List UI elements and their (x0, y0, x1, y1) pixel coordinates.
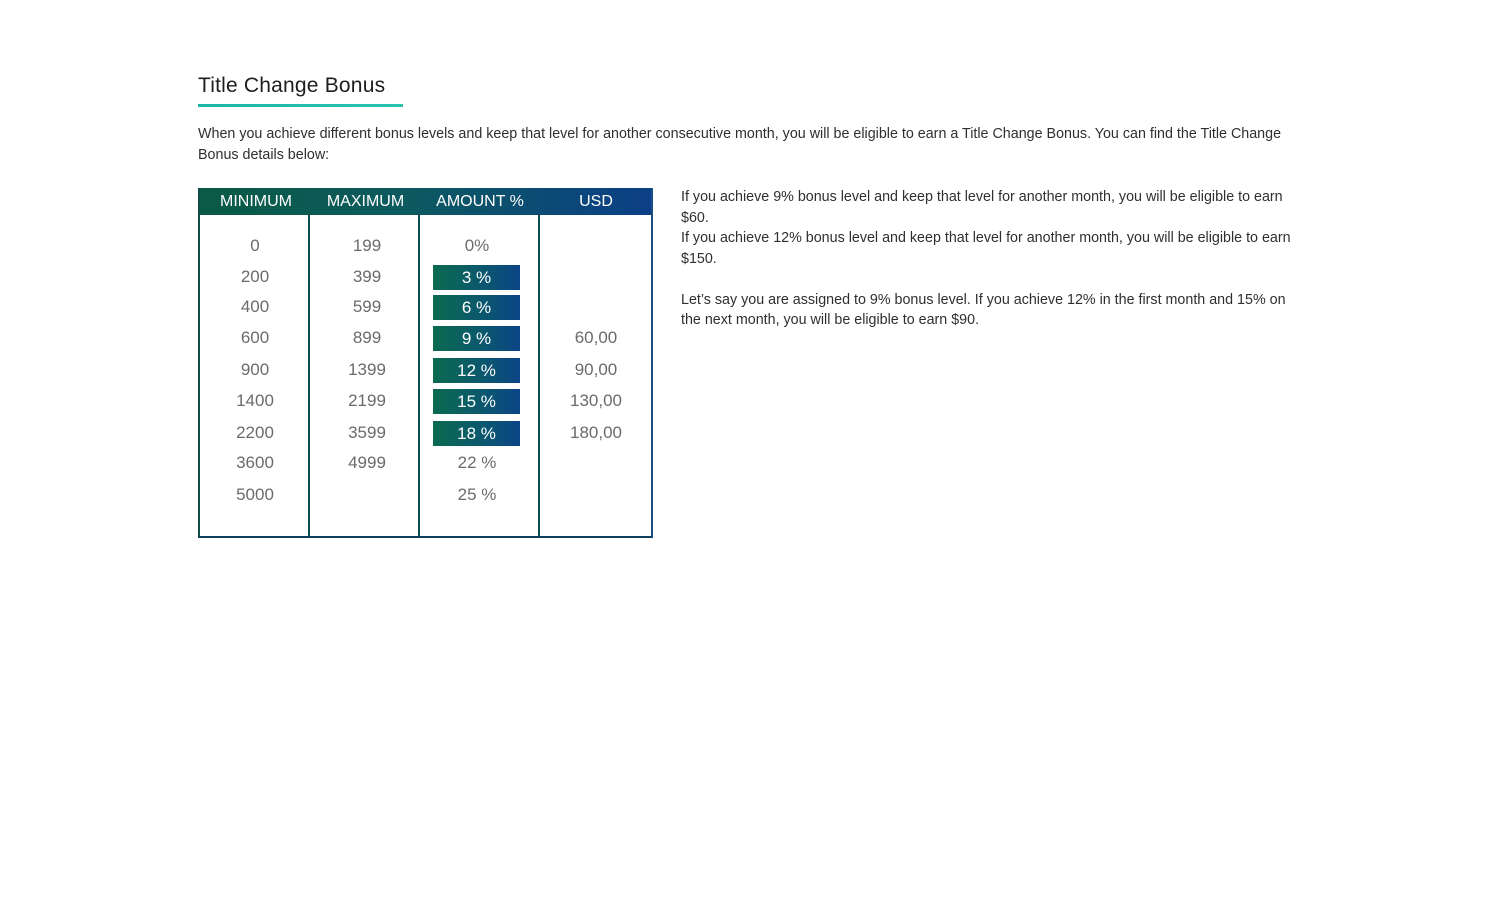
amount-badge: 15 % (433, 389, 520, 414)
amount-badge: 12 % (433, 358, 520, 383)
page-title: Title Change Bonus (198, 74, 386, 97)
cell-minimum: 600 (240, 328, 270, 347)
cell-minimum: 5000 (236, 485, 274, 504)
cell-maximum: 2199 (348, 391, 386, 410)
cell-amount: 25 % (457, 485, 497, 504)
explanation-line: If you achieve 12% bonus level and keep that level for another month, you will be eligible to earn $150. (681, 230, 1291, 267)
cell-usd (540, 450, 652, 476)
cell-usd: 130,00 (570, 391, 622, 410)
cell-maximum: 399 (352, 267, 382, 286)
cell-usd: 180,00 (570, 423, 622, 442)
cell-amount: 22 % (457, 453, 497, 472)
cell-minimum: 400 (240, 297, 270, 316)
cell-maximum: 4999 (348, 453, 386, 472)
cell-maximum: 199 (352, 236, 382, 255)
header-usd: USD (579, 193, 613, 210)
cell-minimum: 1400 (236, 391, 274, 410)
header-minimum: MINIMUM (220, 193, 292, 210)
cell-usd (540, 233, 652, 259)
cell-maximum (312, 482, 422, 508)
amount-badge: 9 % (433, 326, 520, 351)
amount-badge: 18 % (433, 421, 520, 446)
cell-usd (540, 294, 652, 320)
cell-maximum: 1399 (348, 360, 386, 379)
amount-badge: 3 % (433, 265, 520, 290)
example-paragraph: Let’s say you are assigned to 9% bonus level. If you achieve 12% in the first month and 15% on the next month, you will be eligible to earn $90. (681, 291, 1286, 328)
bonus-table (198, 188, 653, 538)
cell-minimum: 2200 (236, 423, 274, 442)
cell-amount: 0% (464, 236, 490, 255)
cell-usd (540, 482, 652, 508)
cell-minimum: 900 (240, 360, 270, 379)
cell-minimum: 0 (250, 236, 260, 255)
cell-usd (540, 264, 652, 290)
cell-maximum: 899 (352, 328, 382, 347)
amount-badge: 6 % (433, 295, 520, 320)
cell-usd: 90,00 (574, 360, 618, 379)
cell-maximum: 599 (352, 297, 382, 316)
explanation-line: If you achieve 9% bonus level and keep that level for another month, you will be eligible to earn $60. (681, 189, 1283, 226)
cell-minimum: 3600 (236, 453, 274, 472)
cell-usd: 60,00 (574, 328, 618, 347)
bonus-explanation (681, 187, 1306, 331)
intro-paragraph: When you achieve different bonus levels and keep that level for another consecutive month, you will be eligible to earn a Title Change Bonus. You can find the Title Change Bonus details below: (198, 126, 1282, 163)
title-underline (198, 104, 403, 107)
cell-maximum: 3599 (348, 423, 386, 442)
header-amount: AMOUNT % (436, 193, 524, 210)
cell-minimum: 200 (240, 267, 270, 286)
header-maximum: MAXIMUM (326, 193, 405, 210)
